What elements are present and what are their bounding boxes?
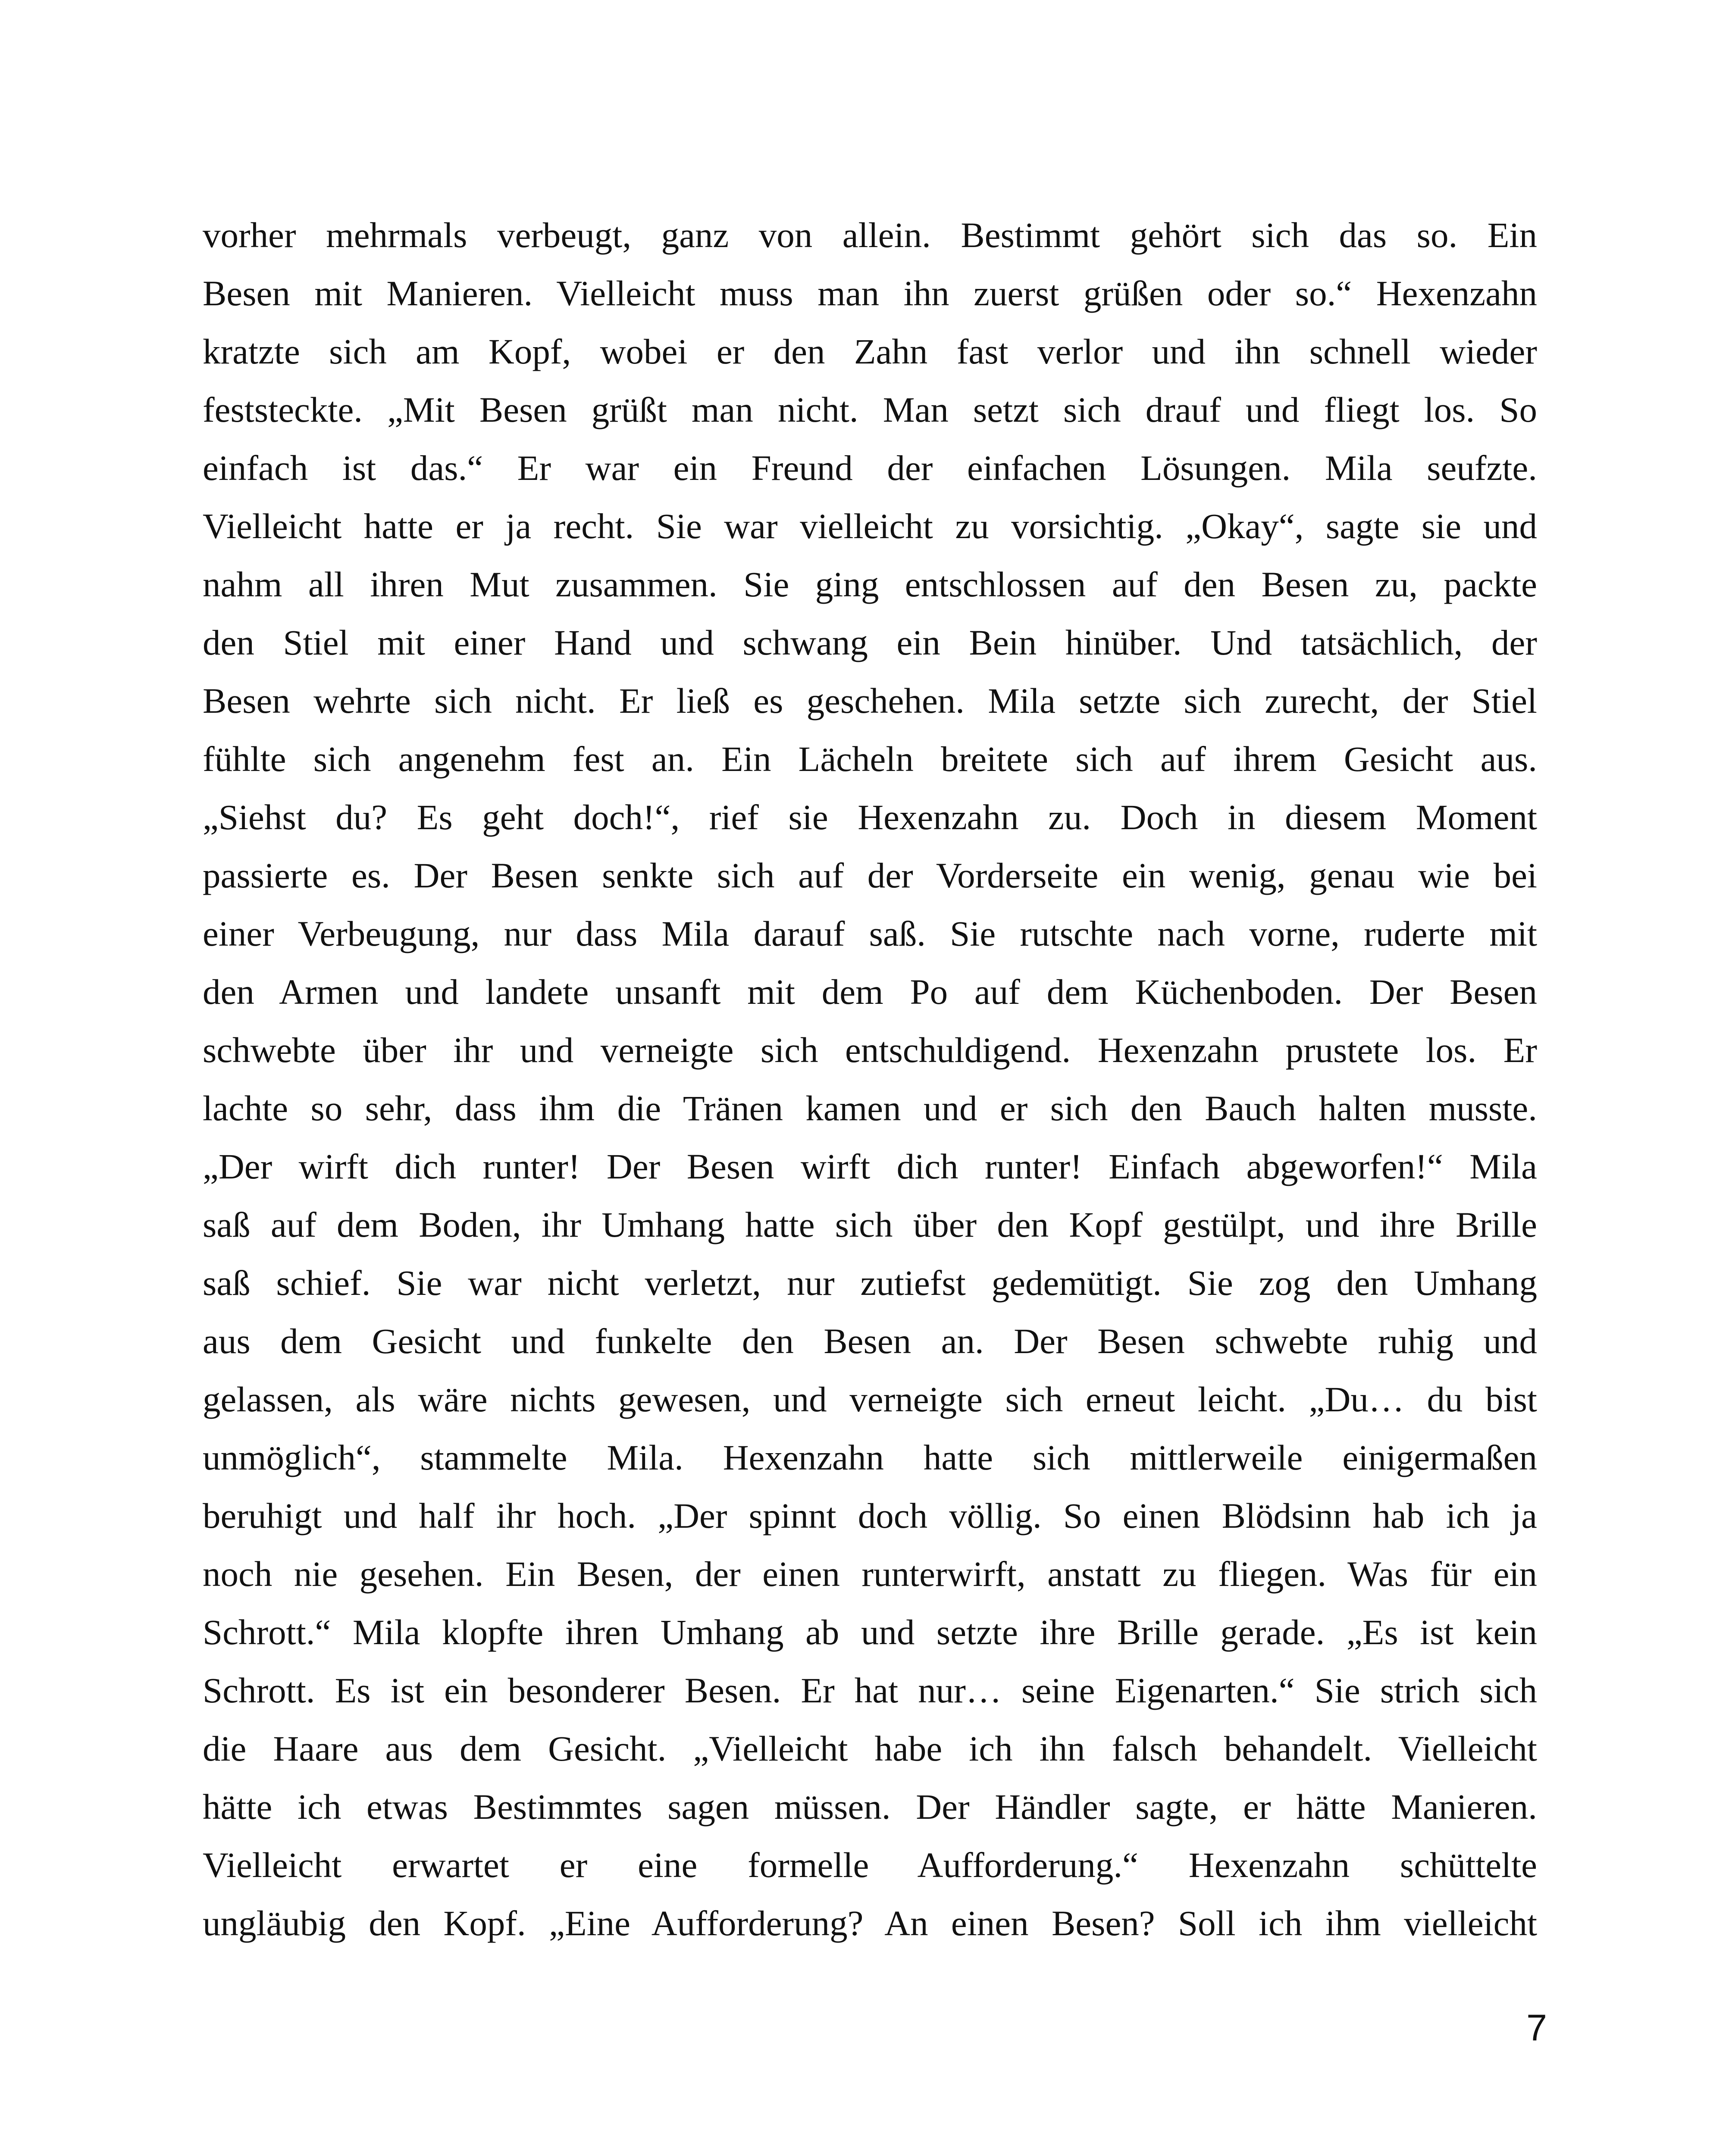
text-line: den Stiel mit einer Hand und schwang ein Bein hinüber. Und tatsächlich, der: [203, 623, 1537, 662]
text-line: die Haare aus dem Gesicht. „Vielleicht habe ich ihn falsch behandelt. Vielleicht: [203, 1729, 1537, 1768]
text-line: Besen wehrte sich nicht. Er ließ es geschehen. Mila setzte sich zurecht, der Stiel: [203, 681, 1537, 721]
text-line: einer Verbeugung, nur dass Mila darauf saß. Sie rutschte nach vorne, ruderte mit: [203, 914, 1537, 953]
text-line: Vielleicht hatte er ja recht. Sie war vielleicht zu vorsichtig. „Okay“, sagte sie und: [203, 506, 1537, 546]
text-line: Vielleicht erwartet er eine formelle Aufforderung.“ Hexenzahn schüttelte: [203, 1845, 1537, 1885]
text-line: den Armen und landete unsanft mit dem Po auf dem Küchenboden. Der Besen: [203, 972, 1537, 1012]
text-line: gelassen, als wäre nichts gewesen, und verneigte sich erneut leicht. „Du… du bist: [203, 1379, 1537, 1419]
text-line: „Siehst du? Es geht doch!“, rief sie Hexenzahn zu. Doch in diesem Moment: [203, 797, 1537, 837]
text-line: unmöglich“, stammelte Mila. Hexenzahn hatte sich mittlerweile einigermaßen: [203, 1438, 1537, 1477]
text-line: Besen mit Manieren. Vielleicht muss man ihn zuerst grüßen oder so.“ Hexenzahn: [203, 273, 1537, 313]
text-line: aus dem Gesicht und funkelte den Besen an. Der Besen schwebte ruhig und: [203, 1321, 1537, 1361]
text-line: hätte ich etwas Bestimmtes sagen müssen. Der Händler sagte, er hätte Manieren.: [203, 1787, 1537, 1827]
text-line: Schrott. Es ist ein besonderer Besen. Er hat nur… seine Eigenarten.“ Sie strich sich: [203, 1670, 1537, 1710]
text-line: beruhigt und half ihr hoch. „Der spinnt doch völlig. So einen Blödsinn hab ich ja: [203, 1496, 1537, 1536]
text-line: vorher mehrmals verbeugt, ganz von allein. Bestimmt gehört sich das so. Ein: [203, 215, 1537, 255]
text-line: Schrott.“ Mila klopfte ihren Umhang ab und setzte ihre Brille gerade. „Es ist kein: [203, 1612, 1537, 1652]
text-line: „Der wirft dich runter! Der Besen wirft dich runter! Einfach abgeworfen!“ Mila: [203, 1147, 1537, 1186]
body-text: [203, 206, 1537, 1952]
text-line: lachte so sehr, dass ihm die Tränen kamen und er sich den Bauch halten musste.: [203, 1088, 1537, 1128]
text-line: ungläubig den Kopf. „Eine Aufforderung? An einen Besen? Soll ich ihm vielleicht: [203, 1903, 1537, 1943]
page-number: 7: [1526, 2007, 1547, 2049]
text-line: saß auf dem Boden, ihr Umhang hatte sich über den Kopf gestülpt, und ihre Brille: [203, 1205, 1537, 1244]
text-line: passierte es. Der Besen senkte sich auf der Vorderseite ein wenig, genau wie bei: [203, 856, 1537, 895]
text-line: fühlte sich angenehm fest an. Ein Lächeln breitete sich auf ihrem Gesicht aus.: [203, 739, 1537, 779]
text-line: schwebte über ihr und verneigte sich entschuldigend. Hexenzahn prustete los. Er: [203, 1030, 1537, 1070]
text-line: nahm all ihren Mut zusammen. Sie ging entschlossen auf den Besen zu, packte: [203, 564, 1537, 604]
text-line: noch nie gesehen. Ein Besen, der einen runterwirft, anstatt zu fliegen. Was für ein: [203, 1554, 1537, 1594]
text-line: feststeckte. „Mit Besen grüßt man nicht. Man setzt sich drauf und fliegt los. So: [203, 390, 1537, 429]
text-line: saß schief. Sie war nicht verletzt, nur zutiefst gedemütigt. Sie zog den Umhang: [203, 1263, 1537, 1303]
text-line: kratzte sich am Kopf, wobei er den Zahn fast verlor und ihn schnell wieder: [203, 332, 1537, 371]
text-line: einfach ist das.“ Er war ein Freund der einfachen Lösungen. Mila seufzte.: [203, 448, 1537, 488]
